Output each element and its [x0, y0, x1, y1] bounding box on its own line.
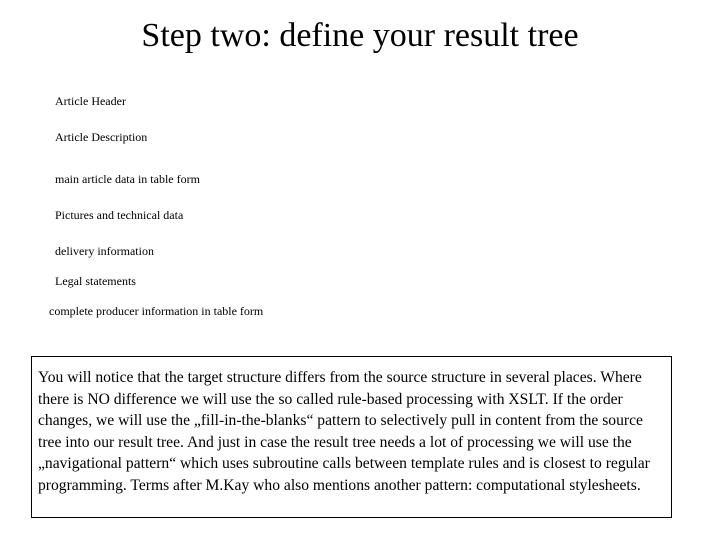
- tree-item-producer-information: complete producer information in table form: [49, 304, 264, 318]
- page-title: Step two: define your result tree: [141, 17, 579, 54]
- tree-item-article-header: Article Header: [55, 94, 126, 108]
- tree-item-delivery-information: delivery information: [55, 244, 154, 258]
- tree-item-main-article-data: main article data in table form: [55, 172, 200, 186]
- tree-item-pictures-technical-data: Pictures and technical data: [55, 208, 184, 222]
- tree-item-legal-statements: Legal statements: [55, 274, 136, 288]
- note-box: [31, 356, 672, 518]
- tree-item-article-description: Article Description: [55, 130, 148, 144]
- note-text: You will notice that the target structure differs from the source structure in several places. Where there is NO difference we will use the so called rule-based processing with XSLT. If the order changes, we will use the „fill-in-the-blanks“ pattern to selectively pull in content from the source tree into our result tree. And just in case the result tree needs a lot of processing we will use the „navigational pattern“ which uses subroutine calls between template rules and is closest to regular programming. Terms after M.Kay who also mentions another pattern: computational stylesheets.: [38, 369, 650, 494]
